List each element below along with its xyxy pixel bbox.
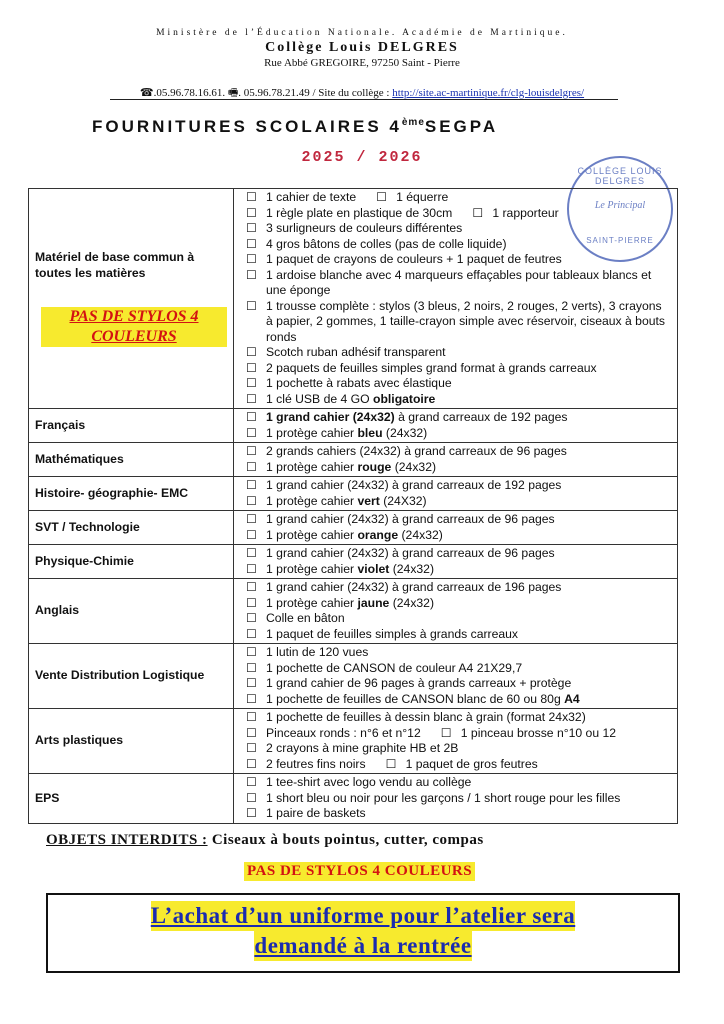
checkbox-icon[interactable]: ☐ [246, 360, 257, 375]
list-item [246, 710, 671, 726]
forbidden-label: OBJETS INTERDITS : [46, 832, 208, 848]
checkbox-icon[interactable]: ☐ [246, 725, 257, 740]
section-row [29, 545, 678, 579]
checkbox-icon[interactable]: ☐ [246, 252, 257, 266]
list-item-part [441, 726, 616, 742]
checkbox-icon[interactable]: ☐ [246, 444, 257, 458]
checkbox-icon[interactable]: ☐ [246, 345, 257, 359]
list-item-part [246, 726, 421, 742]
items-cell [234, 545, 678, 579]
checkbox-icon[interactable]: ☐ [246, 595, 257, 610]
item-text: 1 ardoise blanche avec 4 marqueurs effaçables pour tableaux blancs et une éponge [266, 267, 652, 297]
list-item [246, 376, 671, 392]
forbidden-objects [46, 832, 484, 849]
item-text: 1 tee-shirt avec logo vendu au collège [266, 775, 472, 789]
item-text: 1 paquet de crayons de couleurs + 1 paquet de feutres [266, 252, 562, 266]
item-text: 2 grands cahiers (24x32) à grand carreaux de 96 pages [266, 444, 567, 458]
item-text: 1 rapporteur [492, 205, 559, 220]
list-item [246, 361, 671, 377]
subject-cell [29, 511, 234, 545]
item-text: 1 grand cahier (24x32) à grand carreaux de 192 pages [266, 410, 568, 424]
checkbox-icon[interactable]: ☐ [246, 190, 257, 204]
list-item-part [376, 190, 448, 206]
item-text: 1 paire de baskets [266, 806, 366, 820]
checkbox-icon[interactable]: ☐ [246, 611, 257, 625]
list-item [246, 528, 671, 544]
items-cell [234, 709, 678, 774]
subject-label: Arts plastiques [35, 733, 124, 748]
list-item [246, 268, 671, 299]
checkbox-icon[interactable]: ☐ [376, 190, 388, 204]
item-text: 1 protège cahier jaune (24x32) [266, 595, 435, 610]
stamp-middle-text: Le Principal [594, 200, 646, 211]
item-text: 2 feutres fins noirs [266, 756, 366, 771]
college-name: Collège Louis DELGRES [265, 40, 459, 55]
item-text: 1 pinceau brosse n°10 ou 12 [460, 725, 617, 740]
checkbox-icon[interactable]: ☐ [246, 676, 257, 690]
item-text: 1 grand cahier (24x32) à grand carreaux de 192 pages [266, 478, 562, 492]
item-text: 2 paquets de feuilles simples grand format à grands carreaux [266, 360, 597, 375]
list-item [246, 410, 671, 426]
list-item [246, 580, 671, 596]
item-text: 1 lutin de 120 vues [266, 645, 369, 659]
stamp-bottom-text: SAINT-PIERRE [586, 236, 654, 245]
checkbox-icon[interactable]: ☐ [246, 775, 257, 789]
list-item [246, 791, 671, 807]
item-text: 1 paquet de feuilles simples à grands carreaux [266, 626, 519, 641]
item-text: Pinceaux ronds : n°6 et n°12 [266, 725, 421, 740]
title-sup: ème [401, 117, 425, 128]
item-text: 3 surligneurs de couleurs différentes [266, 221, 463, 235]
list-item [246, 190, 671, 206]
list-item [246, 252, 671, 268]
list-item [246, 741, 671, 757]
item-text: 1 protège cahier orange (24x32) [266, 527, 443, 542]
item-text: 4 gros bâtons de colles (pas de colle liquide) [266, 236, 507, 251]
subject-cell [29, 579, 234, 644]
item-text: 1 short bleu ou noir pour les garçons / 1 short rouge pour les filles [266, 790, 621, 805]
section-row [29, 477, 678, 511]
items-cell [234, 409, 678, 443]
section-row [29, 189, 678, 409]
stamp-top-text: COLLÈGE LOUIS DELGRES [577, 166, 663, 186]
ministry-line: Ministère de l’Éducation Nationale. Académie de Martinique. [156, 28, 568, 38]
items-cell [234, 477, 678, 511]
list-item [246, 562, 671, 578]
section-row [29, 409, 678, 443]
list-item [246, 345, 671, 361]
list-item-part [246, 206, 452, 222]
section-row [29, 774, 678, 824]
item-text: 1 grand cahier (24x32) à grand carreaux de 96 pages [266, 546, 555, 560]
checkbox-icon[interactable]: ☐ [246, 298, 257, 313]
item-text: 1 cahier de texte [266, 190, 357, 204]
list-item [246, 676, 671, 692]
section-row [29, 579, 678, 644]
no-four-color-pens-notice: PAS DE STYLOS 4 COULEURS [244, 862, 475, 881]
checkbox-icon[interactable]: ☐ [246, 425, 257, 440]
item-text: Colle en bâton [266, 611, 345, 625]
item-text: 1 pochette à rabats avec élastique [266, 376, 452, 390]
checkbox-icon[interactable]: ☐ [246, 410, 257, 424]
subject-label: Anglais [35, 603, 80, 618]
checkbox-icon[interactable]: ☐ [440, 725, 452, 740]
section-row [29, 511, 678, 545]
checkbox-icon[interactable]: ☐ [246, 459, 257, 474]
warning-badge: PAS DE STYLOS 4 COULEURS [41, 307, 227, 347]
list-item [246, 494, 671, 510]
subject-label: Matériel de base commun à toutes les matières [35, 250, 195, 280]
item-text: 1 grand cahier (24x32) à grand carreaux de 96 pages [266, 512, 555, 526]
item-text: 1 protège cahier violet (24x32) [266, 561, 435, 576]
item-text: 1 grand cahier de 96 pages à grands carreaux + protège [266, 676, 572, 690]
list-item [246, 611, 671, 627]
uniform-line-1: L’achat d’un uniforme pour l’atelier sera [151, 901, 575, 931]
subject-label: EPS [35, 790, 60, 805]
section-row [29, 443, 678, 477]
subject-cell [29, 477, 234, 511]
checkbox-icon[interactable]: ☐ [246, 391, 257, 406]
checkbox-icon[interactable]: ☐ [246, 493, 257, 508]
checkbox-icon[interactable]: ☐ [246, 478, 257, 492]
subject-cell [29, 545, 234, 579]
list-item [246, 596, 671, 612]
list-item [246, 627, 671, 643]
checkbox-icon[interactable]: ☐ [246, 806, 257, 820]
checkbox-icon[interactable]: ☐ [246, 267, 257, 282]
checkbox-icon[interactable]: ☐ [246, 790, 257, 805]
item-text: 1 clé USB de 4 GO obligatoire [266, 391, 436, 406]
item-text: 1 paquet de gros feutres [405, 756, 538, 771]
subject-label: Physique-Chimie [35, 553, 134, 568]
checkbox-icon[interactable]: ☐ [246, 221, 257, 235]
school-year: 2025 / 2026 [301, 149, 423, 166]
checkbox-icon[interactable]: ☐ [246, 645, 257, 659]
checkbox-icon[interactable]: ☐ [246, 512, 257, 526]
list-item [246, 221, 671, 237]
item-text: 1 pochette de feuilles à dessin blanc à grain (format 24x32) [266, 710, 586, 724]
college-address: Rue Abbé GREGOIRE, 97250 Saint - Pierre [264, 57, 460, 69]
item-text: 1 protège cahier vert (24X32) [266, 493, 427, 508]
list-item-part [386, 757, 538, 773]
subject-cell [29, 644, 234, 709]
checkbox-icon[interactable]: ☐ [246, 660, 257, 675]
list-item [246, 426, 671, 442]
item-text: 1 pochette de CANSON de couleur A4 21X29,7 [266, 660, 523, 675]
subject-label: Français [35, 417, 86, 432]
forbidden-text: Ciseaux à bouts pointus, cutter, compas [207, 832, 484, 848]
checkbox-icon[interactable]: ☐ [246, 546, 257, 560]
item-text: 1 grand cahier (24x32) à grand carreaux de 196 pages [266, 580, 562, 594]
item-text: 1 équerre [396, 190, 449, 204]
checkbox-icon[interactable]: ☐ [246, 376, 257, 390]
list-item [246, 806, 671, 822]
list-item [246, 692, 671, 708]
subject-label: Mathématiques [35, 451, 124, 466]
checkbox-icon[interactable]: ☐ [246, 691, 257, 706]
uniform-line-2: demandé à la rentrée [254, 931, 471, 961]
subject-cell [29, 774, 234, 824]
checkbox-icon[interactable]: ☐ [246, 236, 257, 251]
checkbox-icon[interactable]: ☐ [246, 756, 257, 771]
list-item [246, 444, 671, 460]
list-item [246, 392, 671, 408]
supplies-table [28, 188, 678, 824]
title-main: FOURNITURES SCOLAIRES 4 [92, 117, 402, 136]
list-item [246, 645, 671, 661]
list-item [246, 512, 671, 528]
list-item-part [246, 757, 366, 773]
checkbox-icon[interactable]: ☐ [246, 205, 257, 220]
item-text: 1 protège cahier bleu (24x32) [266, 425, 428, 440]
contact-phones: ☎.05.96.78.16.61. 🖷. 05.96.78.21.49 / Site du collège : [139, 87, 393, 99]
items-cell [234, 579, 678, 644]
subject-cell [29, 189, 234, 409]
item-text: Scotch ruban adhésif transparent [266, 345, 446, 359]
subject-cell [29, 443, 234, 477]
items-cell [234, 189, 678, 409]
item-text: 1 trousse complète : stylos (3 bleus, 2 noirs, 2 rouges, 2 verts), 3 crayons à papier, 2 gommes, 1 taille-crayon simple avec réservoir, ciseaux à bouts ronds [266, 298, 665, 344]
items-cell [234, 644, 678, 709]
list-item-part [472, 206, 558, 222]
checkbox-icon[interactable]: ☐ [246, 561, 257, 576]
items-cell [234, 774, 678, 824]
section-row [29, 644, 678, 709]
list-item [246, 757, 671, 773]
uniform-notice [46, 893, 680, 973]
items-cell [234, 511, 678, 545]
website-link[interactable]: http://site.ac-martinique.fr/clg-louisdelgres/ [392, 87, 585, 99]
list-item [246, 661, 671, 677]
checkbox-icon[interactable]: ☐ [246, 580, 257, 594]
list-item [246, 299, 671, 346]
list-item [246, 775, 671, 791]
item-text: 2 crayons à mine graphite HB et 2B [266, 741, 459, 755]
list-item [246, 460, 671, 476]
checkbox-icon[interactable]: ☐ [385, 756, 397, 771]
list-item-part [246, 190, 356, 206]
list-item [246, 546, 671, 562]
checkbox-icon[interactable]: ☐ [246, 741, 257, 755]
subject-label: SVT / Technologie [35, 519, 140, 534]
subject-cell [29, 709, 234, 774]
checkbox-icon[interactable]: ☐ [246, 527, 257, 542]
list-item [246, 206, 671, 222]
subject-label: Histoire- géographie- EMC [35, 485, 189, 500]
header-rule [110, 99, 618, 100]
checkbox-icon[interactable]: ☐ [246, 710, 257, 724]
contact-line [0, 84, 724, 103]
checkbox-icon[interactable]: ☐ [472, 205, 484, 220]
title-suffix: SEGPA [424, 117, 499, 136]
list-item [246, 726, 671, 742]
list-item [246, 478, 671, 494]
item-text: 1 pochette de feuilles de CANSON blanc de 60 ou 80g A4 [266, 691, 580, 706]
page-title [92, 117, 632, 137]
checkbox-icon[interactable]: ☐ [246, 626, 257, 641]
subject-label: Vente Distribution Logistique [35, 668, 205, 683]
items-cell [234, 443, 678, 477]
item-text: 1 protège cahier rouge (24x32) [266, 459, 437, 474]
item-text: 1 règle plate en plastique de 30cm [266, 205, 453, 220]
section-row [29, 709, 678, 774]
list-item [246, 237, 671, 253]
subject-cell [29, 409, 234, 443]
